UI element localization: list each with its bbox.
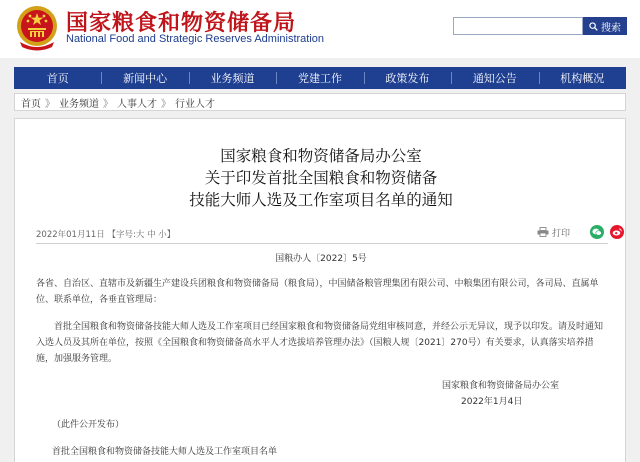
breadcrumb-home[interactable]: 首页 [21, 98, 41, 110]
nav-item-home[interactable]: 首页 [46, 72, 69, 85]
search-input[interactable] [453, 17, 583, 35]
nav-item-news[interactable]: 新闻中心 [101, 67, 188, 89]
nav-item-about[interactable]: 机构概况 [539, 67, 626, 89]
article-title [15, 145, 627, 211]
breadcrumb-separator: 》 [103, 98, 113, 110]
article-title-line: 关于印发首批全国粮食和物资储备 [204, 169, 438, 187]
breadcrumb-industry-talent[interactable]: 行业人才 [175, 98, 215, 110]
search-icon [589, 22, 598, 31]
nav-item-business[interactable]: 业务频道 [189, 67, 276, 89]
font-size-large[interactable]: 大 [135, 230, 145, 240]
print-label: 打印 [552, 228, 571, 239]
attachment-title: 首批全国粮食和物资储备技能大师人选及工作室项目名单 [52, 447, 278, 457]
wechat-icon[interactable] [590, 225, 604, 239]
weibo-icon[interactable] [610, 225, 624, 239]
search-button[interactable] [583, 17, 627, 35]
article-tools [537, 225, 624, 239]
breadcrumb-separator: 》 [45, 98, 55, 110]
font-size-label: 【字号: [107, 230, 136, 240]
site-header [0, 0, 640, 58]
article-title-line: 技能大师人选及工作室项目名单的通知 [189, 191, 453, 209]
nav-item-policy[interactable]: 政策发布 [364, 67, 451, 89]
breadcrumb [14, 93, 626, 111]
article-paragraph: 首批全国粮食和物资储备技能大师人选及工作室项目已经国家粮食和物资储备局党组审核同意，并经公示无异议，现予以印发。请及时通知入选人员及其所在单位，按照《全国粮食和物资储备高水平人才选拔培养管理办法》（国粮人规〔2021〕270号）有关要求，认真落实培养措施，加强服务管理。 [36, 322, 604, 364]
search-button-label: 搜索 [601, 22, 621, 34]
article-date: 2022年01月11日 [36, 230, 105, 240]
printer-icon [537, 227, 549, 237]
site-name-cn[interactable]: 国家粮食和物资储备局 [66, 10, 297, 36]
article-panel [14, 118, 626, 462]
national-emblem-icon[interactable] [14, 4, 60, 52]
breadcrumb-business[interactable]: 业务频道 [59, 98, 99, 110]
print-button[interactable] [537, 226, 570, 239]
breadcrumb-hr[interactable]: 人事人才 [117, 98, 157, 110]
nav-item-party[interactable]: 党建工作 [276, 67, 363, 89]
font-size-medium[interactable]: 中 [147, 230, 156, 240]
signature: 国家粮食和物资储备局办公室 [442, 381, 560, 391]
article-meta [36, 228, 175, 240]
font-size-small[interactable]: 小 [158, 230, 167, 240]
signature-date: 2022年1月4日 [461, 397, 523, 407]
main-nav [14, 67, 626, 89]
publish-notice: （此件公开发布） [52, 420, 125, 430]
breadcrumb-separator: 》 [161, 98, 171, 110]
font-size-end: 】 [166, 230, 176, 240]
site-name-en: National Food and Strategic Reserves Administration [66, 33, 325, 45]
divider [36, 243, 608, 244]
article-title-line: 国家粮食和物资储备局办公室 [220, 147, 422, 165]
article-paragraph: 各省、自治区、直辖市及新疆生产建设兵团粮食和物资储备局（粮食局），中国储备粮管理集团有限公司、中粮集团有限公司，各司局、直属单位、联系单位，各垂直管理局： [36, 279, 599, 305]
nav-item-notices[interactable]: 通知公告 [451, 67, 538, 89]
document-number: 国粮办人〔2022〕5号 [275, 254, 367, 264]
